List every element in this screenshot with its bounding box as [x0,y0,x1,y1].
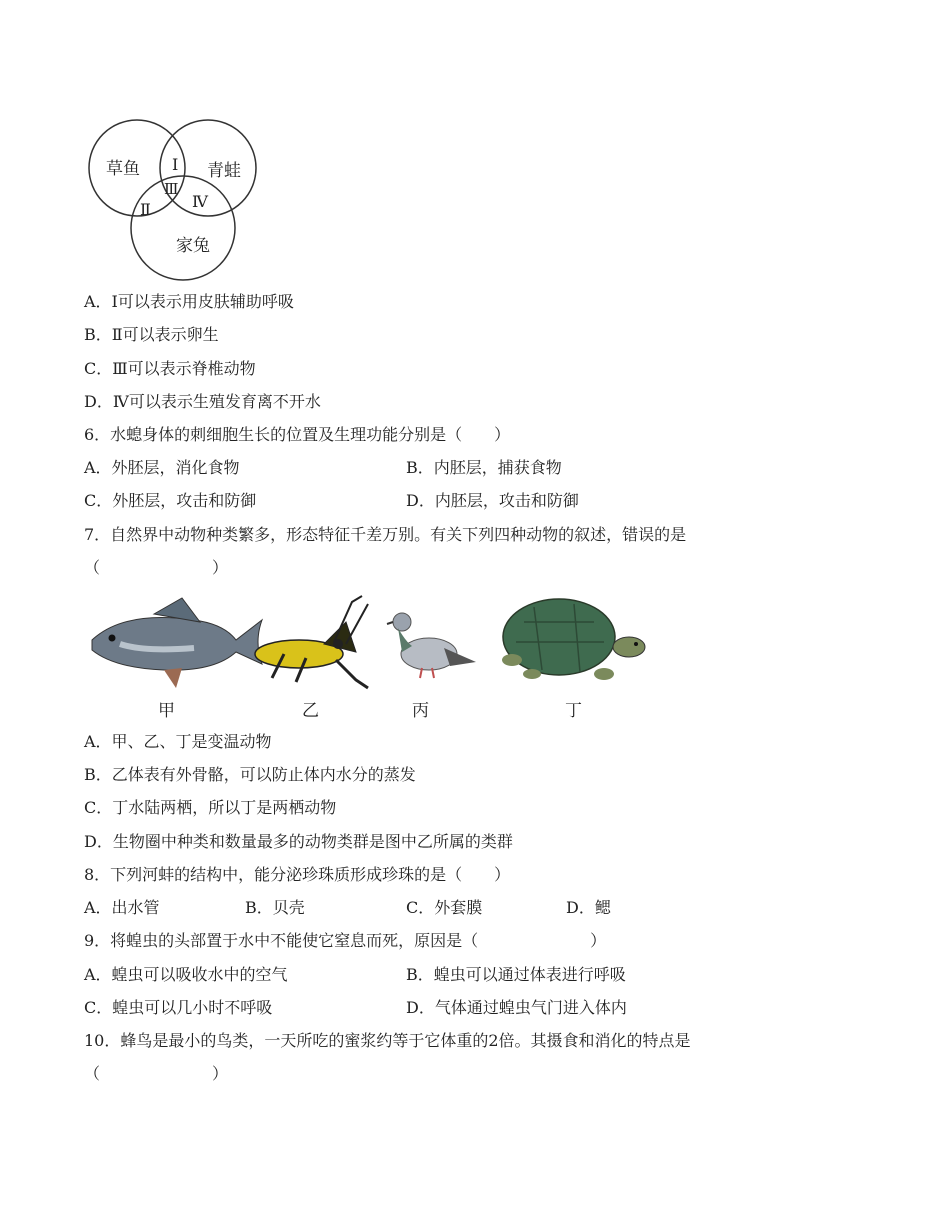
q9-option-c: C．蝗虫可以几小时不呼吸 [84,998,273,1017]
venn-region-1: Ⅰ [172,155,179,174]
fish-illustration [92,598,262,688]
caption-bing: 丙 [412,701,429,721]
q9-stem: 9．将蝗虫的头部置于水中不能使它窒息而死，原因是（ ） [84,931,607,950]
venn-label-rabbit: 家兔 [176,236,210,256]
q5-option-c: C．Ⅲ可以表示脊椎动物 [84,359,256,378]
q6-option-d: D．内胚层，攻击和防御 [406,491,579,510]
q7-option-b: B．乙体表有外骨骼，可以防止体内水分的蒸发 [84,765,416,784]
q7-option-c: C．丁水陆两栖，所以丁是两栖动物 [84,798,337,817]
q10-stem: 10．蜂鸟是最小的鸟类，一天所吃的蜜浆约等于它体重的2倍。其摄食和消化的特点是 [84,1031,691,1050]
q10-paren: （ ） [84,1064,229,1083]
venn-region-3: Ⅲ [164,180,179,198]
q6-option-c: C．外胚层，攻击和防御 [84,491,257,510]
q7-option-d: D．生物圈中种类和数量最多的动物类群是图中乙所属的类群 [84,832,513,851]
venn-circle-rabbit [131,176,235,280]
q7-option-a: A．甲、乙、丁是变温动物 [84,732,272,751]
q6-option-a: A．外胚层，消化食物 [84,458,240,477]
animal-figure [84,592,664,727]
venn-region-4: Ⅳ [192,192,208,211]
q6-stem: 6．水螅身体的刺细胞生长的位置及生理功能分别是（ ） [84,425,511,444]
turtle-illustration [502,599,645,680]
caption-yi: 乙 [302,701,319,721]
q8-option-b: B．贝壳 [245,898,305,917]
q6-option-b: B．内胚层，捕获食物 [406,458,562,477]
q8-option-d: D．鳃 [566,898,611,917]
grasshopper-illustration [255,596,368,688]
q8-option-c: C．外套膜 [406,898,483,917]
q7-paren: （ ） [84,558,229,577]
q9-option-d: D．气体通过蝗虫气门进入体内 [406,998,627,1017]
q8-option-a: A．出水管 [84,898,160,917]
q8-stem: 8．下列河蚌的结构中，能分泌珍珠质形成珍珠的是（ ） [84,865,511,884]
q5-option-b: B．Ⅱ可以表示卵生 [84,325,219,344]
pigeon-illustration [387,613,476,678]
q9-option-a: A．蝗虫可以吸收水中的空气 [84,965,288,984]
venn-region-2: Ⅱ [140,200,151,219]
venn-label-grass-carp: 草鱼 [106,159,140,179]
venn-diagram [80,108,270,288]
q9-option-b: B．蝗虫可以通过体表进行呼吸 [406,965,626,984]
q5-option-d: D．Ⅳ可以表示生殖发育离不开水 [84,392,321,411]
caption-jia: 甲 [158,701,175,721]
q7-stem: 7．自然界中动物种类繁多，形态特征千差万别。有关下列四种动物的叙述，错误的是 [84,525,687,544]
venn-label-frog: 青蛙 [207,161,241,181]
caption-ding: 丁 [565,701,582,721]
q5-option-a: A．Ⅰ可以表示用皮肤辅助呼吸 [84,292,294,311]
